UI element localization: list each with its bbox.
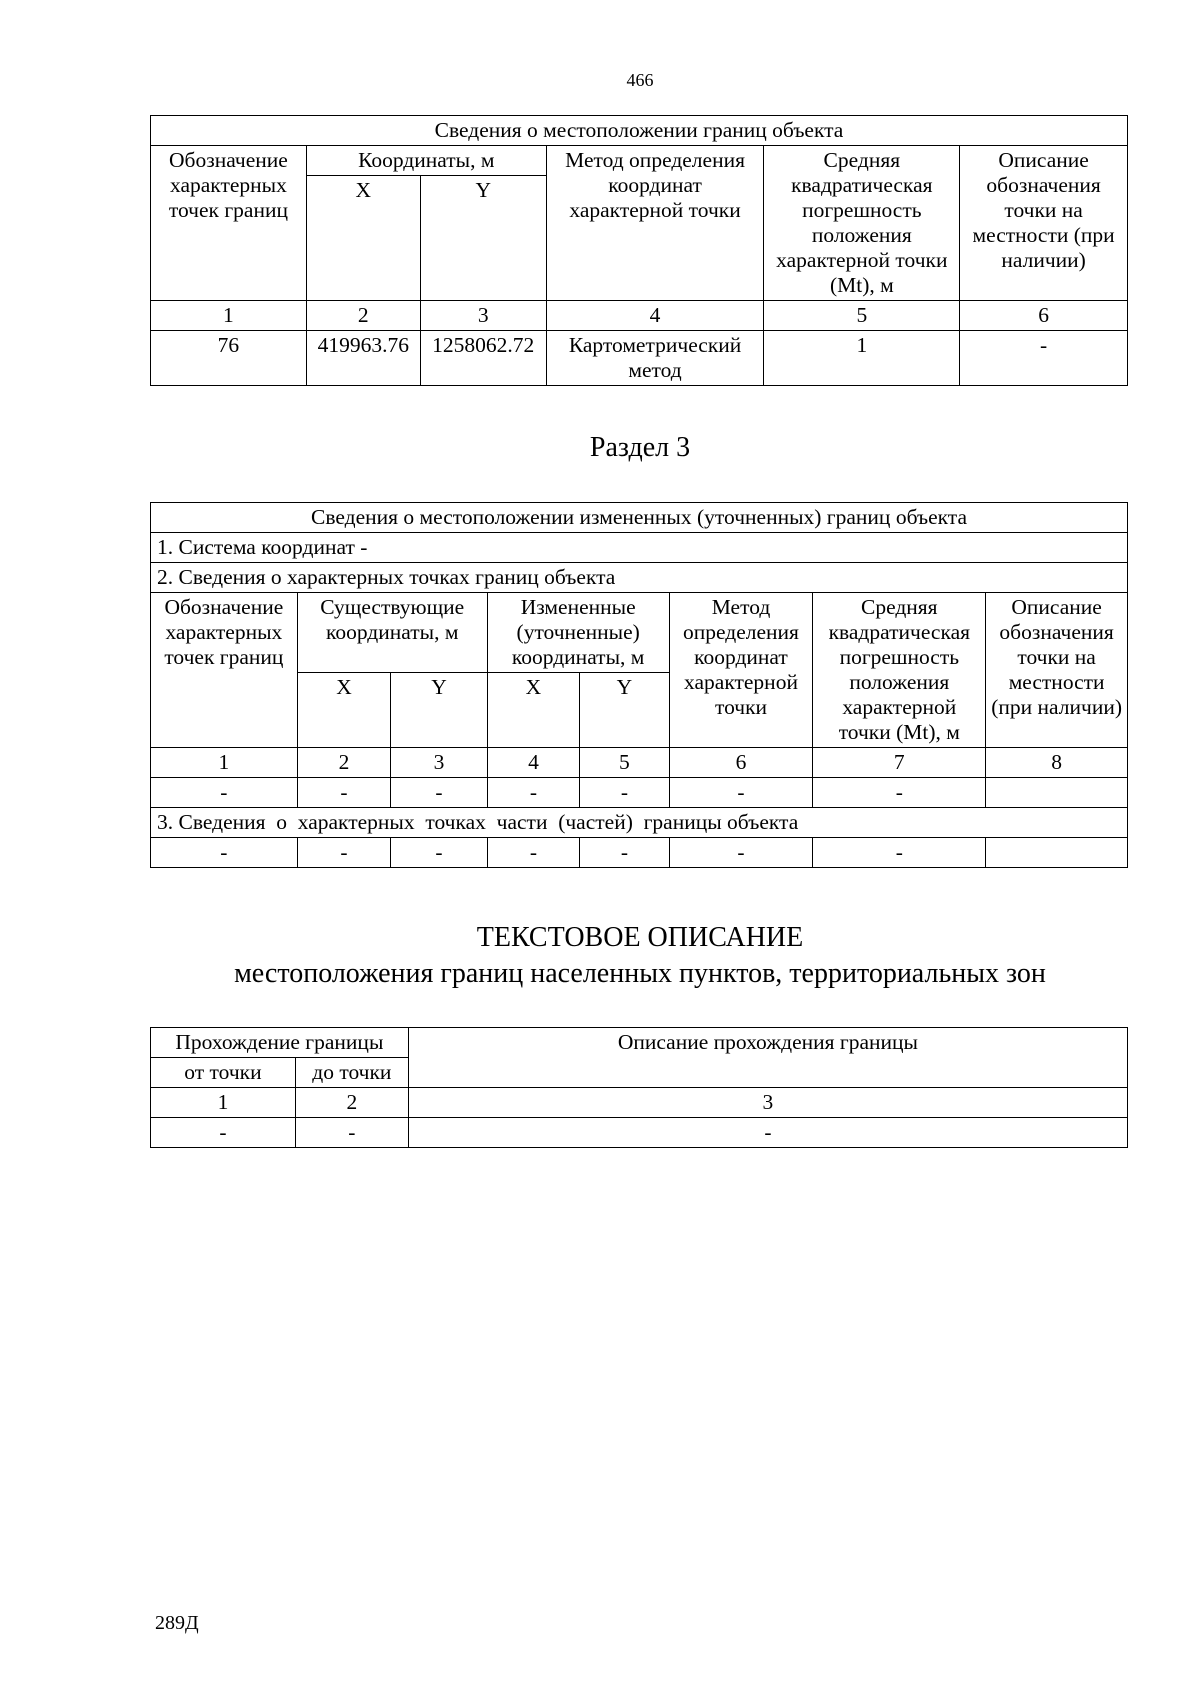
header-y: Y — [391, 673, 487, 748]
column-number: 4 — [546, 301, 764, 331]
cell: - — [669, 838, 813, 868]
column-number: 1 — [151, 1088, 296, 1118]
column-number: 1 — [151, 748, 298, 778]
column-number: 2 — [295, 1088, 408, 1118]
header-error: Средняя квадратическая погрешность положения характерной точки (Mt), м — [764, 146, 960, 301]
column-number: 3 — [420, 301, 546, 331]
header-passage: Прохождение границы — [151, 1028, 409, 1058]
header-point: Обозначение характерных точек границ — [151, 146, 307, 301]
column-number: 5 — [764, 301, 960, 331]
column-number: 5 — [580, 748, 669, 778]
point-id: 76 — [151, 331, 307, 386]
column-number: 7 — [813, 748, 986, 778]
column-number: 3 — [408, 1088, 1127, 1118]
text-description-heading — [0, 920, 1200, 992]
header-y: Y — [580, 673, 669, 748]
column-number: 6 — [960, 301, 1128, 331]
table-row — [151, 778, 1128, 808]
header-x: X — [487, 673, 579, 748]
cell: - — [580, 778, 669, 808]
parts-subtitle: 3. Сведения о характерных точках части (частей) границы объекта — [151, 808, 1128, 838]
header-error: Средняя квадратическая погрешность положения характерной точки (Mt), м — [813, 593, 986, 748]
footer-code: 289Д — [155, 1612, 199, 1634]
column-number: 2 — [297, 748, 390, 778]
boundary-passage-table — [150, 1027, 1128, 1148]
cell: - — [813, 838, 986, 868]
column-number: 4 — [487, 748, 579, 778]
header-desc: Описание обозначения точки на местности (при наличии) — [960, 146, 1128, 301]
cell: - — [391, 778, 487, 808]
column-number: 8 — [986, 748, 1128, 778]
cell: - — [669, 778, 813, 808]
changed-boundary-table — [150, 502, 1128, 868]
column-number: 2 — [306, 301, 420, 331]
header-to: до точки — [295, 1058, 408, 1088]
cell: - — [408, 1118, 1127, 1148]
cell: - — [151, 838, 298, 868]
cell: - — [487, 778, 579, 808]
coordinate-system: 1. Система координат - — [151, 533, 1128, 563]
header-from: от точки — [151, 1058, 296, 1088]
cell: - — [391, 838, 487, 868]
column-number: 1 — [151, 301, 307, 331]
cell: - — [580, 838, 669, 868]
header-changed-coords: Измененные (уточненные) координаты, м — [487, 593, 669, 673]
cell — [986, 778, 1128, 808]
header-method: Метод определения координат характерной точки — [669, 593, 813, 748]
column-numbers-row — [151, 748, 1128, 778]
point-desc: - — [960, 331, 1128, 386]
header-passage-desc: Описание прохождения границы — [408, 1028, 1127, 1088]
table-row — [151, 838, 1128, 868]
table-title: Сведения о местоположении измененных (уточненных) границ объекта — [151, 503, 1128, 533]
heading-line-2: местоположения границ населенных пунктов, территориальных зон — [234, 958, 1046, 989]
cell: - — [151, 778, 298, 808]
cell: - — [151, 1118, 296, 1148]
table-row — [151, 1118, 1128, 1148]
cell: - — [295, 1118, 408, 1148]
column-numbers-row — [151, 1088, 1128, 1118]
header-coords: Координаты, м — [306, 146, 546, 176]
header-y: Y — [420, 176, 546, 301]
heading-line-1: ТЕКСТОВОЕ ОПИСАНИЕ — [476, 922, 804, 953]
column-number: 3 — [391, 748, 487, 778]
column-number: 6 — [669, 748, 813, 778]
method: Картометрический метод — [546, 331, 764, 386]
coord-y: 1258062.72 — [420, 331, 546, 386]
boundary-location-table — [150, 115, 1128, 386]
table-title: Сведения о местоположении границ объекта — [151, 116, 1128, 146]
cell: - — [297, 778, 390, 808]
coord-x: 419963.76 — [306, 331, 420, 386]
header-existing-coords: Существующие координаты, м — [297, 593, 487, 673]
header-x: X — [297, 673, 390, 748]
error-value: 1 — [764, 331, 960, 386]
section-title: Раздел 3 — [589, 432, 691, 463]
header-method: Метод определения координат характерной точки — [546, 146, 764, 301]
cell — [986, 838, 1128, 868]
header-point: Обозначение характерных точек границ — [151, 593, 298, 748]
header-x: X — [306, 176, 420, 301]
header-desc: Описание обозначения точки на местности (при наличии) — [986, 593, 1128, 748]
cell: - — [297, 838, 390, 868]
table-row — [151, 331, 1128, 386]
page-number: 466 — [626, 70, 654, 90]
points-subtitle: 2. Сведения о характерных точках границ объекта — [151, 563, 1128, 593]
column-numbers-row — [151, 301, 1128, 331]
cell: - — [813, 778, 986, 808]
cell: - — [487, 838, 579, 868]
